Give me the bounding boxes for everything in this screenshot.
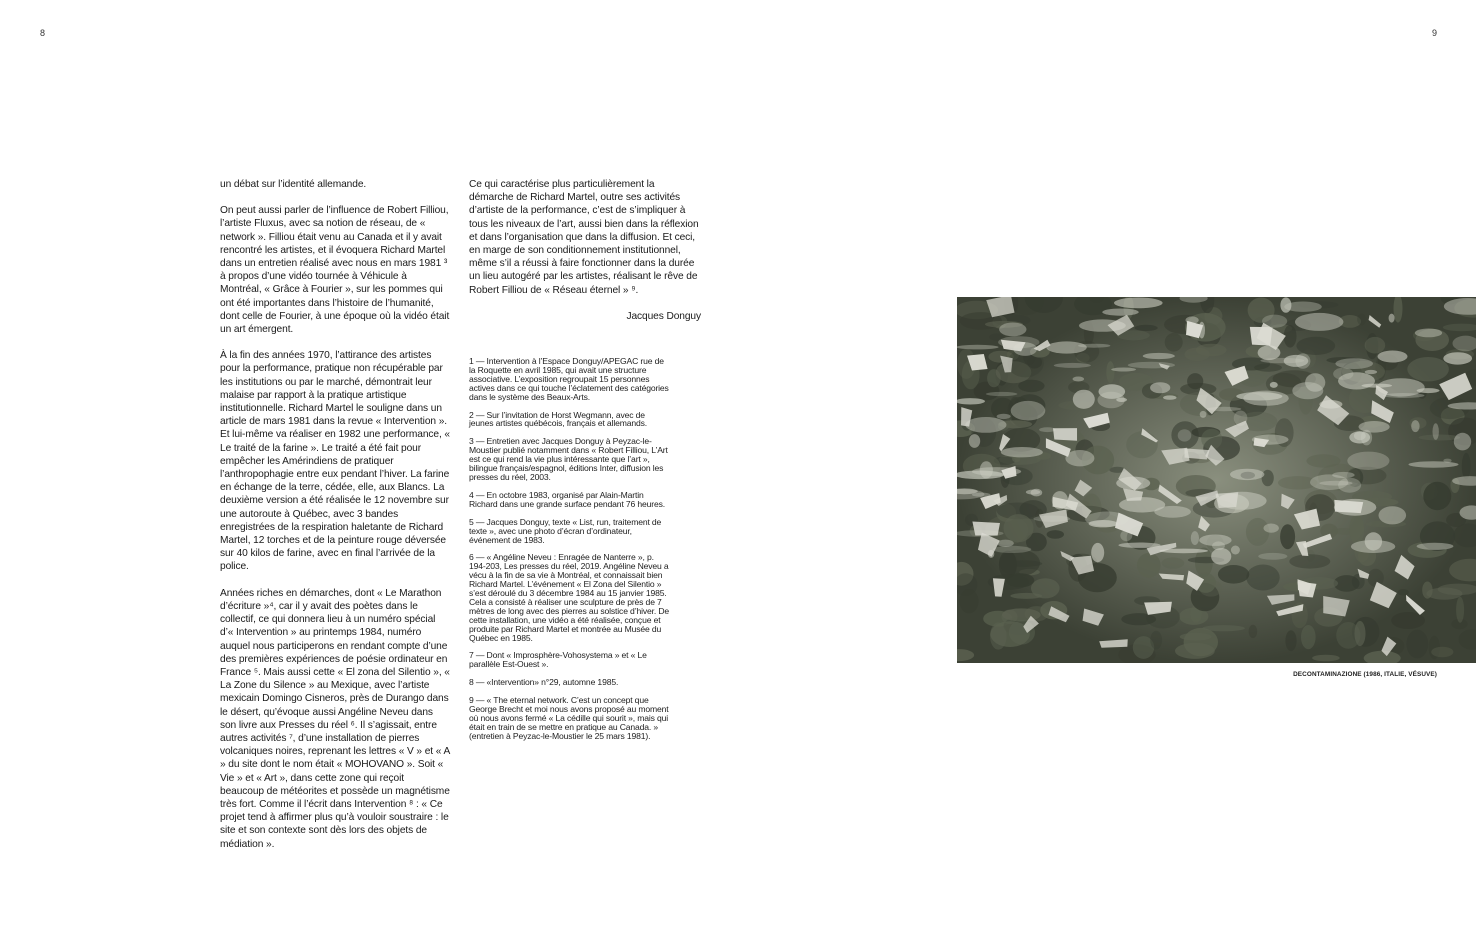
paragraph: On peut aussi parler de l’influence de Robert Filliou, l’artiste Fluxus, avec sa notion de réseau, de « network ». Filliou était venu au Canada et il y avait rencontré les artistes, et il évoquera Richard Martel dans un entretien réalisé avec nous en mars 1981 ³ à propos d’une vidéo tournée à Véhicule à Montréal, « Grâce à Fourier », sur les pommes qui ont été importantes dans l’histoire de l’humanité, dont celle de Fourier, à une époque où la vidéo était un art émergent. xyxy=(220,205,450,336)
footnote: 1 — Intervention à l’Espace Donguy/APEGAC rue de la Roquette en avril 1985, qui avait une structure associative. L’exposition regroupait 15 personnes actives dans ce qui touche l’éclatement des catégories dans le système des Beaux-Arts. xyxy=(469,356,669,402)
footnote: 4 — En octobre 1983, organisé par Alain-Martin Richard dans une grande surface pendant 76 heures. xyxy=(469,489,666,509)
page-number-left: 8 xyxy=(40,28,46,38)
footnote: 7 — Dont « Improsphère-Vohosystema » et « Le parallèle Est-Ouest ». xyxy=(469,650,647,670)
footnote: 2 — Sur l’invitation de Horst Wegmann, avec de jeunes artistes québécois, français et allemands. xyxy=(469,409,647,429)
photo-caption: DECONTAMINAZIONE (1986, ITALIE, VÉSUVE) xyxy=(1293,671,1437,678)
paragraph: Années riches en démarches, dont « Le Marathon d’écriture »⁴, car il y avait des poètes dans le collectif, ce qui donnera lieu à un numéro spécial d’« Intervention » au printemps 1984, numéro auquel nous participerons en rendant compte d’une des premières expériences de poésie ordinateur en France ⁵. Mais aussi cette « El zona del Silentio », « La Zone du Silence » au Mexique, avec l’artiste mexicain Domingo Cisneros, près de Durango dans le désert, qu’évoque aussi Angéline Neveu dans son livre aux Presses du réel ⁶. Il s’agissait, entre autres activités ⁷, d’une installation de pierres volcaniques noires, reprenant les lettres « V » et « A » du site dont le nom était « MOHOVANO ». Soit « Vie » et « Art », dans cette zone qui reçoit beaucoup de météorites et possède un magnétisme très fort. Comme il l’écrit dans Intervention ⁸ : « Ce projet tend à affirmer plus qu’à vouloir soustraire : le site et son contexte sont dès lors des objets de médiation ». xyxy=(220,587,450,850)
paragraph: un débat sur l’identité allemande. xyxy=(220,179,367,190)
footnote: 9 — « The eternal network. C’est un concept que George Brecht et moi nous avons proposé au moment où nous avons fermé « La cédille qui sourit », mais qui était en train de se mettre en pratique au Canada. » (entretien à Peyzac-le-Moustier le 25 mars 1981). xyxy=(469,695,669,741)
page-number-right: 9 xyxy=(1432,28,1438,38)
second-text-column xyxy=(469,178,701,323)
author-signature: Jacques Donguy xyxy=(626,310,701,322)
footnote: 5 — Jacques Donguy, texte « List, run, traitement de texte », avec une photo d’écran d’ordinateur, événement de 1983. xyxy=(469,516,662,545)
footnote: 3 — Entretien avec Jacques Donguy à Peyzac-le-Moustier publié notamment dans « Robert Filliou, L’Art est ce qui rend la vie plus intéressante que l’art », bilingue français/espagnol, éditions Inter, diffusion les presses du réel, 2003. xyxy=(469,436,668,482)
footnote: 8 — «Intervention» n°29, automne 1985. xyxy=(469,677,619,688)
photo-rendering xyxy=(957,297,1476,663)
footnote: 6 — « Angéline Neveu : Enragée de Nanterre », p. 194-203, Les presses du réel, 2019. Angéline Neveu a vécu à la fin de sa vie à Montréal, et connaissait bien Richard Martel. L’événement « El Zona del Silentio » s’est déroulé du 3 décembre 1984 au 15 janvier 1985. Cela a consisté à réaliser une sculpture de près de 7 mètres de long avec des pierres au solstice d’hiver. De cette installation, une vidéo a été réalisée, conçue et produite par Richard Martel et montrée au Musée du Québec en 1985. xyxy=(469,552,670,643)
photograph xyxy=(957,297,1476,663)
paragraph: À la fin des années 1970, l’attirance des artistes pour la performance, pratique non récupérable par les institutions ou par le marché, démontrait leur malaise par rapport à la pratique artistique institutionnelle. Richard Martel le souligne dans un article de mars 1981 dans la revue « Intervention ». Et lui-même va réaliser en 1982 une performance, « Le traité de la farine ». Le traité a été fait pour empêcher les Amérindiens de pratiquer l’anthropophagie entre eux pendant l’hiver. La farine en échange de la terre, cédée, elle, aux Blancs. La deuxième version a été réalisée le 12 novembre sur une autoroute à Québec, avec 3 bandes enregistrées de la respiration haletante de Richard Martel, 12 torches et de la peinture rouge déversée sur 40 kilos de farine, avec en final l’arrivée de la police. xyxy=(220,350,450,573)
paragraph: Ce qui caractérise plus particulièrement la démarche de Richard Martel, outre ses activités d’artiste de la performance, c’est de s’impliquer à tous les niveaux de l’art, aussi bien dans la réflexion et dans l’organisation que dans la diffusion. Et ceci, en marge de son conditionnement institutionnel, même s’il a réussi à faire fonctionner dans la durée un lieu autogéré par les artistes, réalisant le rêve de Robert Filliou de « Réseau éternel » ⁹. xyxy=(469,179,699,296)
footnotes xyxy=(469,357,669,750)
main-text-column xyxy=(220,178,450,864)
